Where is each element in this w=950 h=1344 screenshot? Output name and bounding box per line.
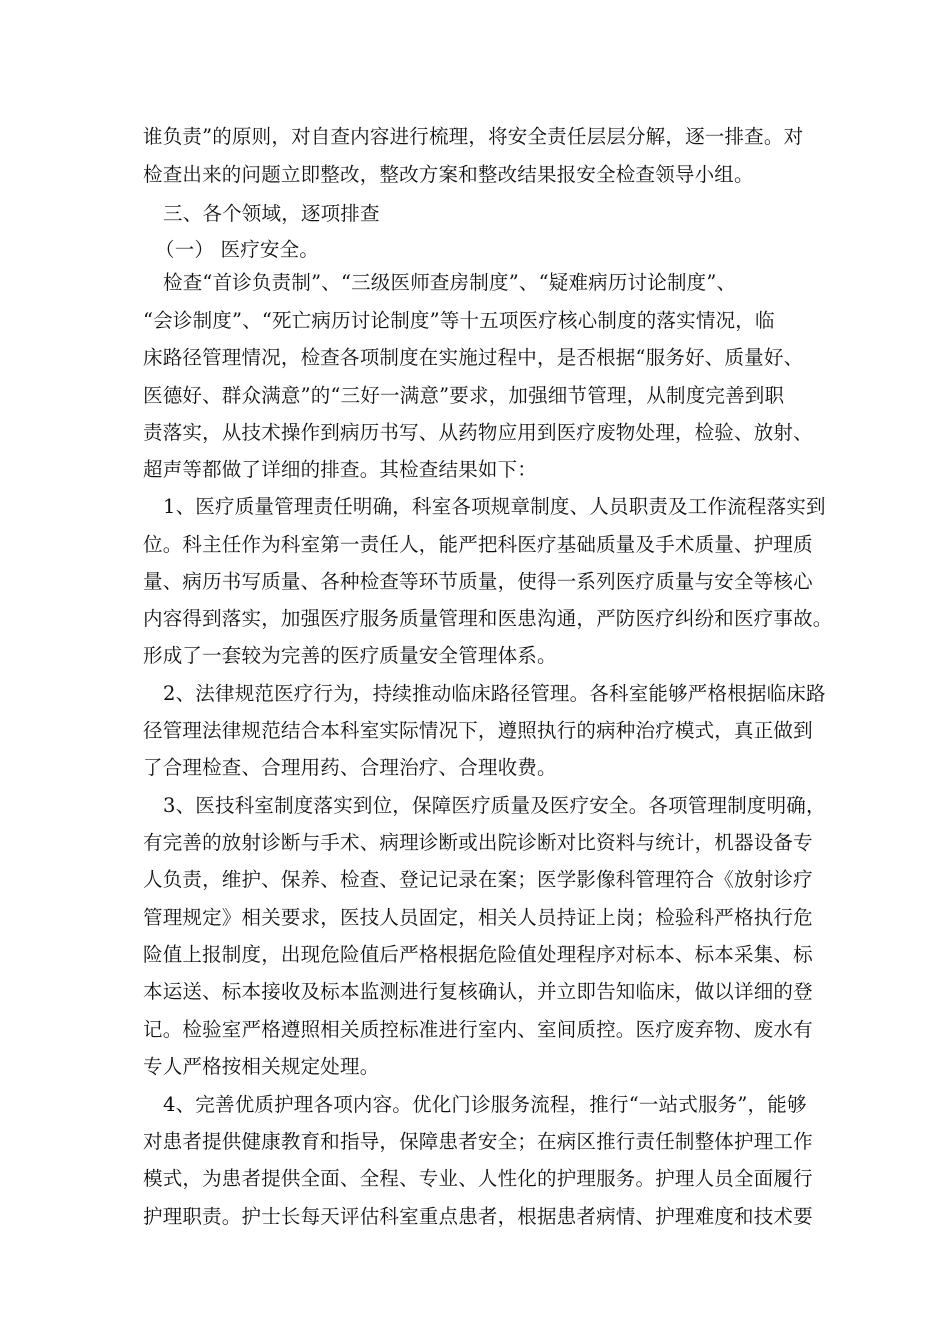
text-line: 护理职责。护士长每天评估科室重点患者，根据患者病情、护理难度和技术要 bbox=[143, 1205, 813, 1228]
text-line: 检查“首诊负责制”、“三级医师查房制度”、“疑难病历讨论制度”、 bbox=[163, 271, 737, 294]
section-heading: 三、各个领域，逐项排查 bbox=[163, 202, 380, 225]
text-line: 4、完善优质护理各项内容。优化门诊服务流程，推行“一站式服务”，能够 bbox=[163, 1093, 807, 1116]
text-line: “会诊制度”、“死亡病历讨论制度”等十五项医疗核心制度的落实情况，临 bbox=[143, 309, 775, 332]
text-line: 床路径管理情况，检查各项制度在实施过程中，是否根据“服务好、质量好、 bbox=[143, 346, 804, 369]
text-line: 2、法律规范医疗行为，持续推动临床路径管理。各科室能够严格根据临床路 bbox=[163, 682, 826, 705]
text-line: 了合理检查、合理用药、合理治疗、合理收费。 bbox=[143, 756, 557, 779]
text-line: 对患者提供健康教育和指导，保障患者安全；在病区推行责任制整体护理工作 bbox=[143, 1130, 813, 1153]
text-line: 险值上报制度，出现危险值后严格根据危险值处理程序对标本、标本采集、标 bbox=[143, 943, 813, 966]
text-line: 谁负责”的原则，对自查内容进行梳理，将安全责任层层分解，逐一排查。对 bbox=[143, 125, 804, 148]
text-line: 模式，为患者提供全面、全程、专业、人性化的护理服务。护理人员全面履行 bbox=[143, 1167, 813, 1190]
text-line: 检查出来的问题立即整改，整改方案和整改结果报安全检查领导小组。 bbox=[143, 163, 754, 186]
text-line: 记。检验室严格遵照相关质控标准进行室内、室间质控。医疗废弃物、废水有 bbox=[143, 1018, 813, 1041]
text-line: 内容得到落实，加强医疗服务质量管理和医患沟通，严防医疗纠纷和医疗事故。 bbox=[143, 607, 833, 630]
text-line: 专人严格按相关规定处理。 bbox=[143, 1055, 380, 1078]
text-line: 超声等都做了详细的排查。其检查结果如下： bbox=[143, 458, 538, 481]
subsection-heading: （一） 医疗安全。 bbox=[155, 238, 319, 261]
text-line: 径管理法律规范结合本科室实际情况下，遵照执行的病种治疗模式，真正做到 bbox=[143, 719, 813, 742]
text-line: 本运送、标本接收及标本监测进行复核确认，并立即告知临床，做以详细的登 bbox=[143, 980, 813, 1003]
text-line: 量、病历书写质量、各种检查等环节质量，使得一系列医疗质量与安全等核心 bbox=[143, 570, 813, 593]
text-line: 3、医技科室制度落实到位，保障医疗质量及医疗安全。各项管理制度明确， bbox=[163, 794, 826, 817]
text-line: 管理规定》相关要求，医技人员固定，相关人员持证上岗；检验科严格执行危 bbox=[143, 906, 813, 929]
text-line: 形成了一套较为完善的医疗质量安全管理体系。 bbox=[143, 644, 557, 667]
text-line: 位。科主任作为科室第一责任人，能严把科医疗基础质量及手术质量、护理质 bbox=[143, 533, 813, 556]
text-line: 责落实，从技术操作到病历书写、从药物应用到医疗废物处理，检验、放射、 bbox=[143, 421, 813, 444]
text-line: 有完善的放射诊断与手术、病理诊断或出院诊断对比资料与统计，机器设备专 bbox=[143, 831, 813, 854]
text-line: 人负责，维护、保养、检查、登记记录在案；医学影像科管理符合《放射诊疗 bbox=[143, 868, 813, 891]
text-line: 医德好、群众满意”的“三好一满意”要求，加强细节管理，从制度完善到职 bbox=[143, 384, 785, 407]
text-line: 1、医疗质量管理责任明确，科室各项规章制度、人员职责及工作流程落实到 bbox=[163, 495, 826, 518]
